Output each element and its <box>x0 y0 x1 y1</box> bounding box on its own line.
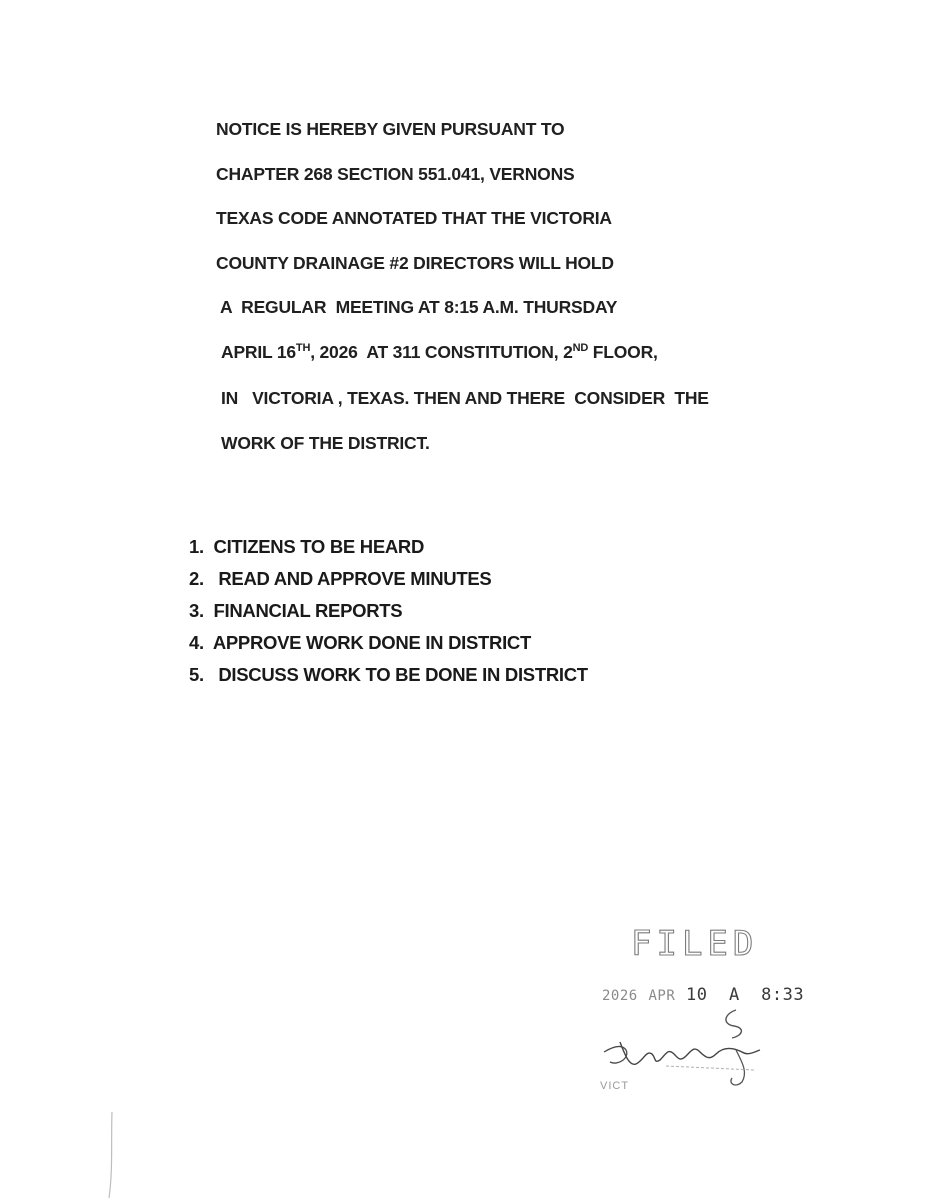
notice-line-2: CHAPTER 268 SECTION 551.041, VERNONS <box>216 164 575 184</box>
filed-stamp-year: 2026 <box>602 988 638 1004</box>
notice-location: , 2026 AT 311 CONSTITUTION, 2 <box>310 342 573 362</box>
filed-stamp-month: APR <box>648 988 676 1004</box>
notice-line-4: COUNTY DRAINAGE #2 DIRECTORS WILL HOLD <box>216 253 614 273</box>
agenda-item-2: 2. READ AND APPROVE MINUTES <box>189 568 492 589</box>
notice-line-1: NOTICE IS HEREBY GIVEN PURSUANT TO <box>216 119 565 139</box>
notice-line-5: A REGULAR MEETING AT 8:15 A.M. THURSDAY <box>216 297 618 317</box>
scan-artifact <box>100 1110 120 1200</box>
filed-stamp-county: VICT <box>600 1080 630 1092</box>
notice-floor: FLOOR, <box>588 342 658 362</box>
agenda-item-3: 3. FINANCIAL REPORTS <box>189 600 403 621</box>
ordinal-suffix: ND <box>572 342 589 354</box>
notice-date: APRIL 16 <box>221 342 296 362</box>
agenda-item-4: 4. APPROVE WORK DONE IN DISTRICT <box>189 632 531 653</box>
notice-line-6 <box>221 342 658 363</box>
ordinal-suffix: TH <box>295 342 311 354</box>
agenda-item-1: 1. CITIZENS TO BE HEARD <box>189 536 425 557</box>
notice-line-3: TEXAS CODE ANNOTATED THAT THE VICTORIA <box>216 208 612 228</box>
filed-stamp-time: 10 A 8:33 <box>675 985 805 1005</box>
notice-line-8: WORK OF THE DISTRICT. <box>221 433 430 453</box>
agenda-item-5: 5. DISCUSS WORK TO BE DONE IN DISTRICT <box>189 664 588 685</box>
notice-line-7: IN VICTORIA , TEXAS. THEN AND THERE CONSIDER THE <box>221 388 709 408</box>
filed-stamp-label: FILED <box>631 924 759 964</box>
